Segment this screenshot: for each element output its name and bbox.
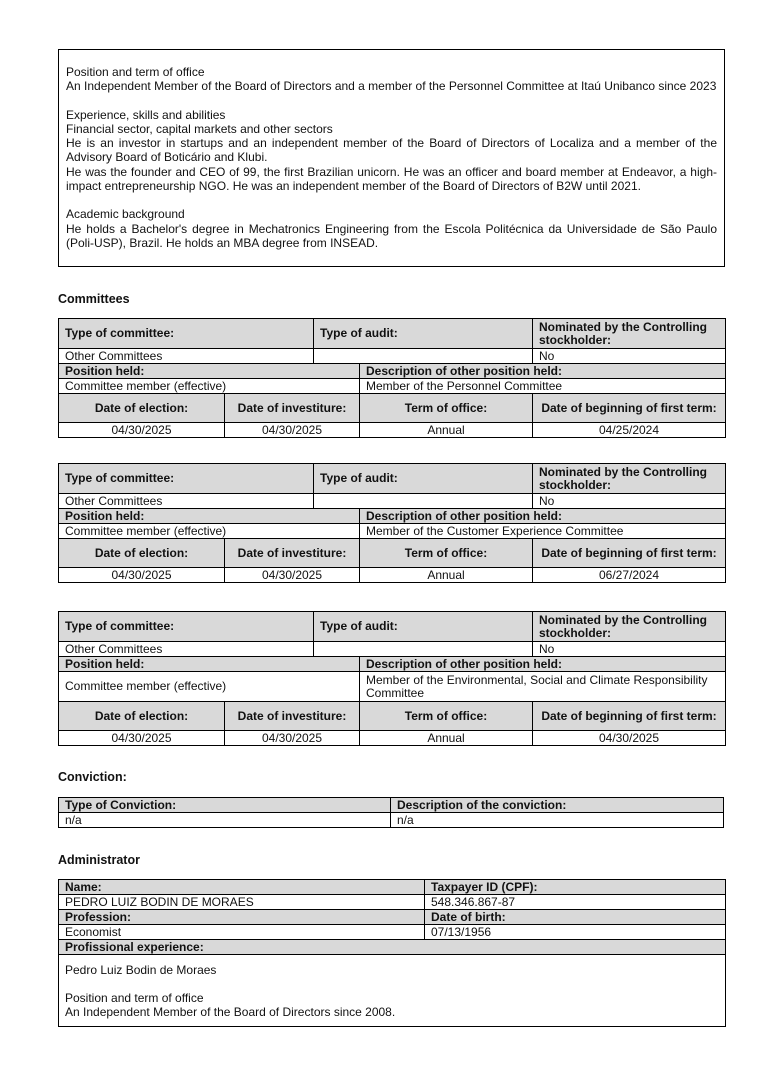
audit-type-value: [314, 349, 533, 364]
conviction-desc-label: Description of the conviction:: [391, 798, 724, 813]
committee-type-value: Other Committees: [59, 642, 314, 657]
position-held-label: Position held:: [59, 657, 360, 672]
name-value: PEDRO LUIZ BODIN DE MORAES: [59, 895, 425, 910]
position-held-label: Position held:: [59, 509, 360, 524]
committees-heading: Committees: [58, 292, 130, 306]
election-date: 04/30/2025: [59, 423, 225, 438]
experience-text: [59, 955, 726, 1027]
term-value: Annual: [360, 731, 533, 746]
position-held-value: Committee member (effective): [59, 379, 360, 394]
type-audit-label: Type of audit:: [314, 319, 533, 349]
date-election-label: Date of election:: [59, 394, 225, 423]
description-label: Description of other position held:: [360, 364, 726, 379]
paragraph: He was the founder and CEO of 99, the first Brazilian unicorn. He was an officer and board member at Endeavor, a high-impact entrepreneurship NGO. He was an independent member of the Board of Directors of B2W until 2021.: [66, 164, 717, 194]
administrator-table: [58, 879, 726, 1027]
date-election-label: Date of election:: [59, 539, 225, 568]
description-label: Description of other position held:: [360, 509, 726, 524]
description-label: Description of other position held:: [360, 657, 726, 672]
cpf-value: 548.346.867-87: [425, 895, 726, 910]
experience-line: An Independent Member of the Board of Directors since 2008.: [65, 1005, 396, 1020]
date-investiture-label: Date of investiture:: [225, 394, 360, 423]
investiture-date: 04/30/2025: [225, 423, 360, 438]
position-held-label: Position held:: [59, 364, 360, 379]
audit-type-value: [314, 642, 533, 657]
description-value: Member of the Personnel Committee: [360, 379, 726, 394]
first-term-label: Date of beginning of first term:: [533, 702, 726, 731]
position-held-value: Committee member (effective): [59, 672, 360, 702]
audit-type-value: [314, 494, 533, 509]
paragraph: An Independent Member of the Board of Directors and a member of the Personnel Committee at Itaú Unibanco since 2023: [66, 79, 717, 94]
nominated-value: No: [533, 642, 726, 657]
conviction-type-label: Type of Conviction:: [59, 798, 391, 813]
paragraph: Experience, skills and abilities: [66, 107, 226, 122]
first-term-label: Date of beginning of first term:: [533, 394, 726, 423]
paragraph: He holds a Bachelor's degree in Mechatronics Engineering from the Escola Politécnica da Universidade de São Paulo (Poli-USP), Brazil. He holds an MBA degree from INSEAD.: [66, 221, 717, 250]
conviction-table: [58, 797, 724, 828]
paragraph: Position and term of office: [66, 65, 205, 79]
first-term-date: 04/30/2025: [533, 731, 726, 746]
term-office-label: Term of office:: [360, 394, 533, 423]
type-audit-label: Type of audit:: [314, 612, 533, 642]
nominated-label: Nominated by the Controlling stockholder:: [533, 319, 726, 349]
committee-table-1: [58, 318, 726, 438]
date-election-label: Date of election:: [59, 702, 225, 731]
experience-line: Position and term of office: [65, 990, 204, 1005]
committee-type-value: Other Committees: [59, 494, 314, 509]
election-date: 04/30/2025: [59, 568, 225, 583]
type-committee-label: Type of committee:: [59, 612, 314, 642]
paragraph: Financial sector, capital markets and other sectors: [66, 121, 333, 136]
election-date: 04/30/2025: [59, 731, 225, 746]
date-investiture-label: Date of investiture:: [225, 702, 360, 731]
type-audit-label: Type of audit:: [314, 464, 533, 494]
cpf-label: Taxpayer ID (CPF):: [425, 880, 726, 895]
administrator-heading: Administrator: [58, 853, 140, 867]
term-value: Annual: [360, 423, 533, 438]
nominated-value: No: [533, 349, 726, 364]
committee-table-2: [58, 463, 726, 583]
investiture-date: 04/30/2025: [225, 568, 360, 583]
dob-value: 07/13/1956: [425, 925, 726, 940]
description-value: Member of the Customer Experience Committee: [360, 524, 726, 539]
conviction-type-value: n/a: [59, 813, 391, 828]
paragraph: He is an investor in startups and an independent member of the Board of Directors of Localiza and a member of the Advisory Board of Boticário and Klubi.: [66, 136, 717, 165]
profession-value: Economist: [59, 925, 425, 940]
term-office-label: Term of office:: [360, 539, 533, 568]
dob-label: Date of birth:: [425, 910, 726, 925]
committee-table-3: [58, 611, 726, 746]
investiture-date: 04/30/2025: [225, 731, 360, 746]
nominated-label: Nominated by the Controlling stockholder:: [533, 464, 726, 494]
profession-label: Profession:: [59, 910, 425, 925]
profile-text-box: [58, 49, 725, 267]
experience-label: Profissional experience:: [59, 940, 726, 955]
type-committee-label: Type of committee:: [59, 319, 314, 349]
date-investiture-label: Date of investiture:: [225, 539, 360, 568]
conviction-heading: Conviction:: [58, 770, 127, 784]
term-office-label: Term of office:: [360, 702, 533, 731]
conviction-desc-value: n/a: [391, 813, 724, 828]
paragraph: Academic background: [66, 207, 185, 222]
first-term-date: 06/27/2024: [533, 568, 726, 583]
nominated-value: No: [533, 494, 726, 509]
first-term-date: 04/25/2024: [533, 423, 726, 438]
first-term-label: Date of beginning of first term:: [533, 539, 726, 568]
committee-type-value: Other Committees: [59, 349, 314, 364]
nominated-label: Nominated by the Controlling stockholder:: [533, 612, 726, 642]
name-label: Name:: [59, 880, 425, 895]
experience-line: Pedro Luiz Bodin de Moraes: [65, 962, 217, 977]
term-value: Annual: [360, 568, 533, 583]
description-value: Member of the Environmental, Social and Climate Responsibility Committee: [360, 672, 726, 702]
type-committee-label: Type of committee:: [59, 464, 314, 494]
position-held-value: Committee member (effective): [59, 524, 360, 539]
